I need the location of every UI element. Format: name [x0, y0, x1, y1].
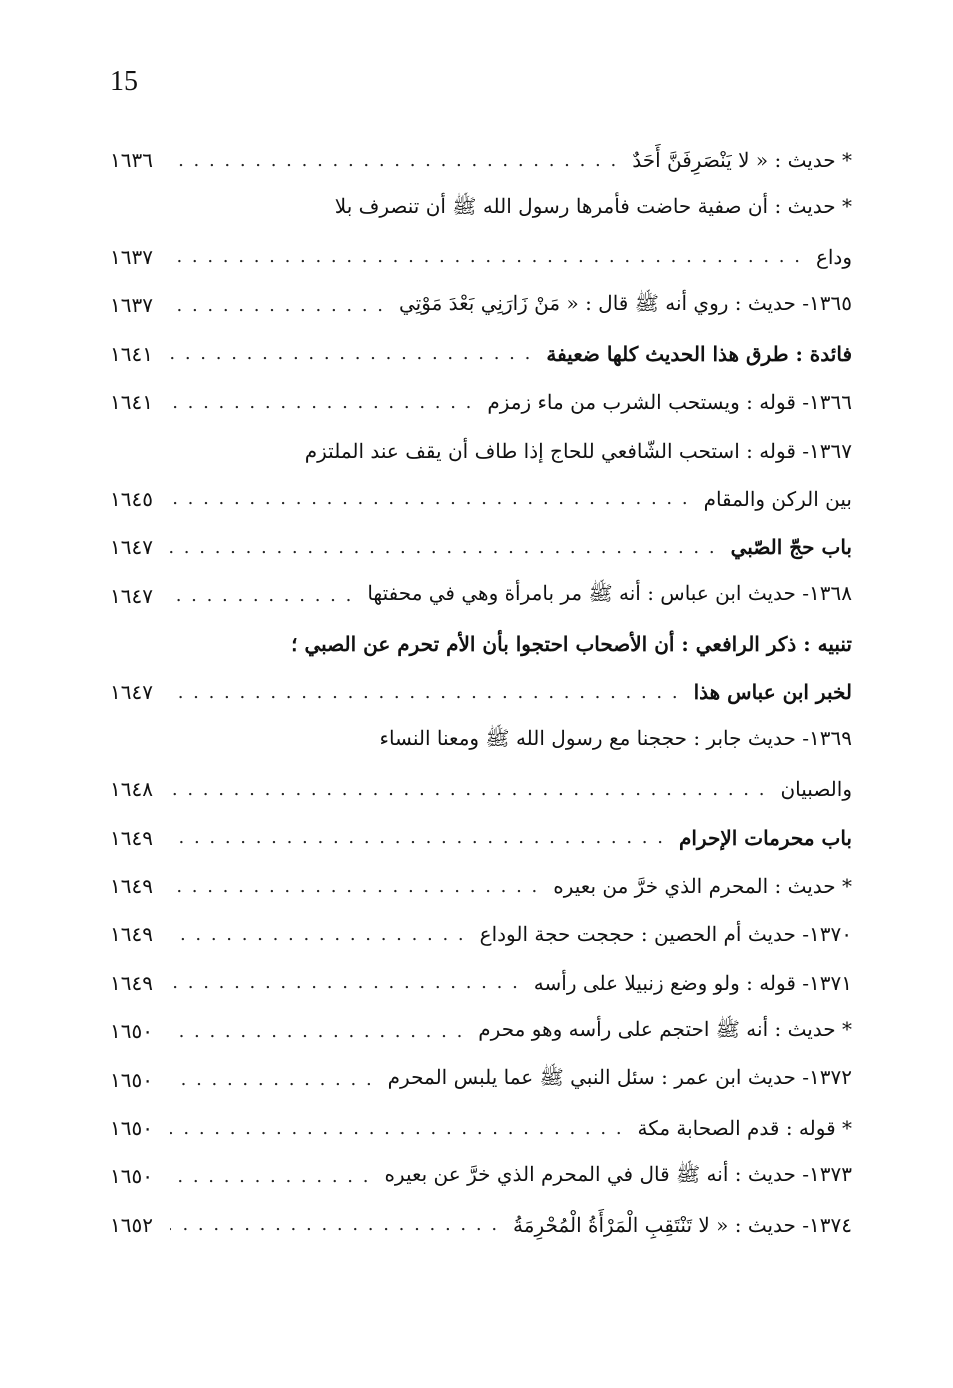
dot-leader: [170, 1118, 630, 1139]
dot-leader: [170, 488, 696, 509]
toc-entry: [110, 1152, 852, 1200]
toc-entry-page: ١٦٤٥: [110, 486, 153, 511]
toc-entry: [110, 523, 852, 571]
toc-entry-title: ١٣٦٦- قوله : ويستحب الشرب من ماء زمزم: [487, 390, 852, 415]
toc-entry-title: ١٣٦٩- حديث جابر : حججنا مع رسول الله ﷺ ومعنا النساء: [379, 726, 852, 751]
page-number: 15: [110, 66, 138, 97]
toc-entry-title: ١٣٧٢- حديث ابن عمر : سئل النبي ﷺ عما يلبس المحرم: [387, 1065, 852, 1090]
dot-leader: [170, 392, 479, 413]
toc-entry: [110, 668, 852, 716]
dot-leader: [170, 1069, 380, 1090]
toc-entry-page: ١٦٤١: [110, 390, 153, 415]
toc-entry: [110, 281, 852, 329]
toc-entry-page: ١٦٤٩: [110, 874, 153, 899]
table-of-contents: [110, 136, 852, 1249]
toc-entry-title: * حديث : « لا يَنْصَرِفَنَّ أَحَدٌ: [632, 148, 852, 173]
dot-leader: [170, 537, 723, 558]
toc-entry-title: ١٣٧٠- حديث أم الحصين : حججت حجة الوداع: [479, 922, 852, 947]
toc-entry-title: لخبر ابن عباس هذا: [693, 680, 852, 705]
toc-entry-title: باب حجّ الصّبي: [730, 535, 852, 560]
toc-entry-title: ١٣٦٧- قوله : استحب الشّافعي للحاج إذا طاف أن يقف عند الملتزم: [304, 438, 852, 463]
toc-entry-title: ١٣٦٨- حديث ابن عباس : أنه ﷺ مر بامرأة وهي في محفتها: [367, 581, 852, 606]
toc-entry: [110, 184, 852, 232]
toc-entry: [110, 233, 852, 281]
toc-entry-page: ١٦٤٨: [110, 777, 153, 802]
toc-entry-page: ١٦٣٧: [110, 293, 153, 318]
toc-entry-title: ١٣٦٥- حديث : روي أنه ﷺ قال : « مَنْ زَارَنِي بَعْدَ مَوْتِي: [399, 290, 852, 315]
toc-entry-page: ١٦٤١: [110, 341, 153, 366]
toc-entry: [110, 136, 852, 184]
toc-entry-title: ١٣٧٤- حديث : « لا تَنْتَقِبِ الْمَرْأَةُ الْمُحْرِمَةُ: [513, 1212, 852, 1237]
toc-entry: [110, 1055, 852, 1103]
toc-entry-page: ١٦٤٧: [110, 583, 153, 608]
toc-entry-page: ١٦٥٠: [110, 1164, 153, 1189]
toc-entry: [110, 572, 852, 620]
toc-entry-page: ١٦٤٩: [110, 922, 153, 947]
toc-entry-page: ١٦٥٠: [110, 1019, 153, 1044]
dot-leader: [170, 924, 472, 945]
dot-leader: [170, 682, 686, 703]
toc-entry-title: باب محرمات الإحرام: [678, 825, 852, 850]
toc-entry: [110, 330, 852, 378]
toc-entry-page: ١٦٣٦: [110, 148, 153, 173]
toc-entry-page: ١٦٤٧: [110, 535, 153, 560]
toc-entry: [110, 959, 852, 1007]
dot-leader: [170, 1166, 376, 1187]
toc-entry: [110, 378, 852, 426]
toc-entry: [110, 1104, 852, 1152]
dot-leader: [170, 585, 359, 606]
toc-entry-title: ١٣٧١- قوله : ولو وضع زنبيلا على رأسه: [533, 970, 852, 995]
toc-entry: [110, 910, 852, 958]
toc-entry-page: ١٦٤٩: [110, 825, 153, 850]
toc-entry-title: فائدة : طرق هذا الحديث كلها ضعيفة: [546, 341, 852, 366]
toc-entry: [110, 1007, 852, 1055]
dot-leader: [170, 246, 808, 267]
toc-entry-title: والصبيان: [780, 777, 852, 802]
toc-entry: [110, 862, 852, 910]
toc-entry-title: تنبيه : ذكر الرافعي : أن الأصحاب احتجوا بأن الأم تحرم عن الصبي ؛: [291, 632, 852, 657]
dot-leader: [170, 876, 545, 897]
toc-entry-title: * حديث : أن صفية حاضت فأمرها رسول الله ﷺ أن تنصرف بلا: [334, 194, 852, 219]
toc-entry-page: ١٦٤٩: [110, 970, 153, 995]
dot-leader: [170, 295, 391, 316]
toc-entry: [110, 475, 852, 523]
toc-entry-title: * حديث : أنه ﷺ احتجم على رأسه وهو محرم: [478, 1016, 852, 1041]
toc-entry-title: * حديث : المحرم الذي خرَّ من بعيره: [553, 874, 852, 899]
dot-leader: [170, 1214, 505, 1235]
toc-entry: [110, 813, 852, 861]
dot-leader: [170, 1021, 470, 1042]
toc-entry-page: ١٦٤٧: [110, 680, 153, 705]
toc-entry-title: * قوله : قدم الصحابة مكة: [637, 1116, 852, 1140]
toc-entry: [110, 426, 852, 474]
toc-entry: [110, 620, 852, 668]
dot-leader: [170, 343, 538, 364]
toc-entry: [110, 765, 852, 813]
dot-leader: [170, 972, 526, 993]
dot-leader: [170, 150, 624, 171]
toc-entry: [110, 717, 852, 765]
toc-entry-page: ١٦٥٠: [110, 1067, 153, 1092]
dot-leader: [170, 827, 671, 848]
toc-entry-page: ١٦٥٢: [110, 1212, 153, 1237]
toc-entry-title: وداع: [815, 244, 852, 269]
toc-entry-title: ١٣٧٣- حديث : أنه ﷺ قال في المحرم الذي خرَّ عن بعيره: [384, 1161, 852, 1186]
toc-entry-page: ١٦٣٧: [110, 244, 153, 269]
toc-entry-page: ١٦٥٠: [110, 1116, 153, 1140]
toc-entry: [110, 1201, 852, 1249]
toc-entry-title: بين الركن والمقام: [703, 486, 852, 511]
dot-leader: [170, 779, 772, 800]
